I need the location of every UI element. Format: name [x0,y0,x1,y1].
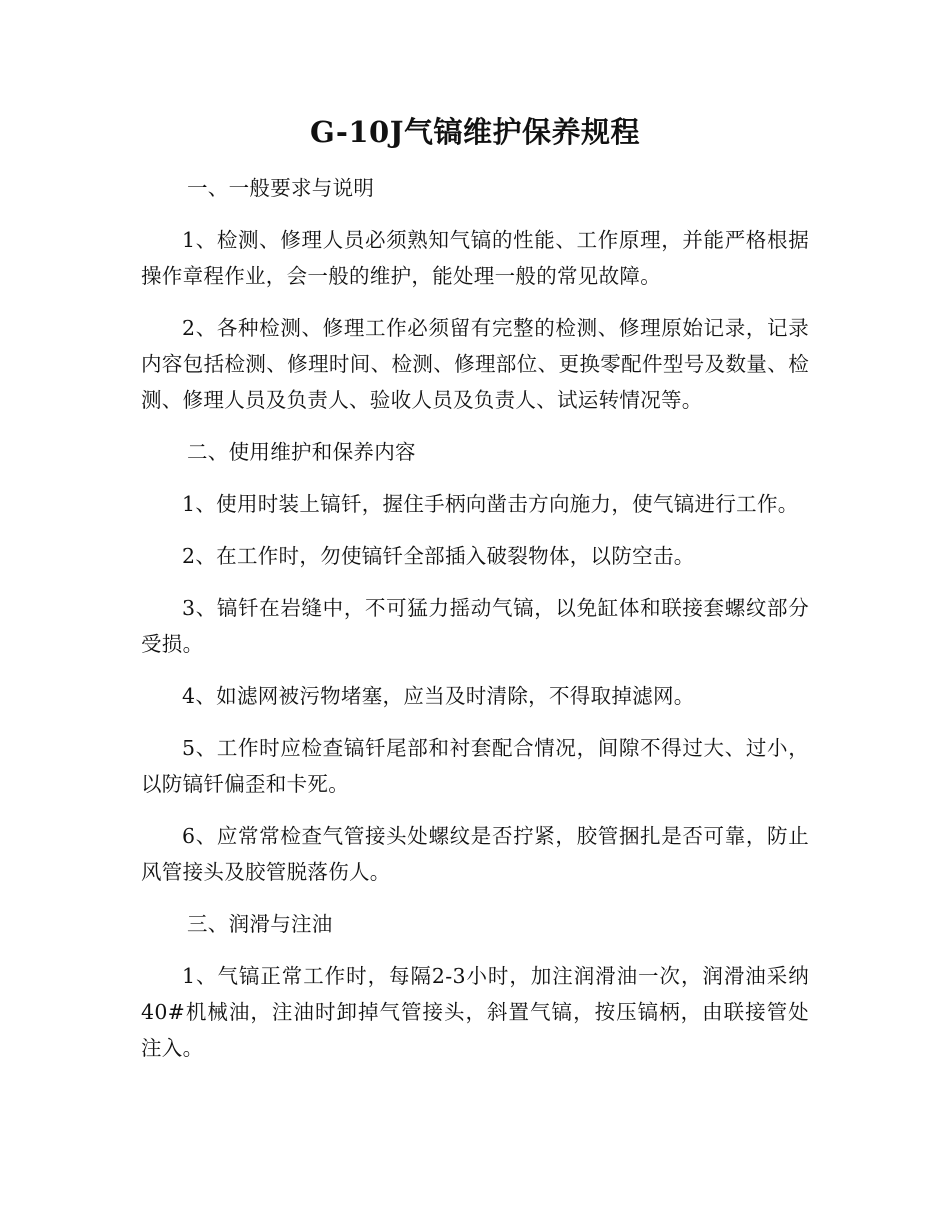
document-body [141,114,809,1082]
section-heading-general: 一、一般要求与说明 [187,176,375,200]
paragraph: 5、工作时应检查镐钎尾部和衬套配合情况，间隙不得过大、过小，以防镐钎偏歪和卡死。 [141,736,809,796]
paragraph: 3、镐钎在岩缝中，不可猛力摇动气镐，以免缸体和联接套螺纹部分受损。 [141,596,809,656]
section-heading-lubrication: 三、润滑与注油 [187,912,333,936]
paragraph: 1、检测、修理人员必须熟知气镐的性能、工作原理，并能严格根据操作章程作业，会一般的维护，能处理一般的常见故障。 [141,228,809,288]
paragraph: 1、气镐正常工作时，每隔2-3小时，加注润滑油一次，润滑油采纳40#机械油，注油时卸掉气管接头，斜置气镐，按压镐柄，由联接管处注入。 [141,964,809,1060]
paragraph: 4、如滤网被污物堵塞，应当及时清除，不得取掉滤网。 [182,684,695,708]
paragraph: 2、各种检测、修理工作必须留有完整的检测、修理原始记录，记录内容包括检测、修理时间、检测、修理部位、更换零配件型号及数量、检测、修理人员及负责人、验收人员及负责人、试运转情况等。 [141,316,809,412]
section-heading-maintenance: 二、使用维护和保养内容 [187,440,416,464]
document-title: G-10J气镐维护保养规程 [310,115,640,149]
paragraph: 1、使用时装上镐钎，握住手柄向凿击方向施力，使气镐进行工作。 [182,492,799,516]
paragraph: 6、应常常检查气管接头处螺纹是否拧紧，胶管捆扎是否可靠，防止风管接头及胶管脱落伤人。 [141,824,809,884]
paragraph: 2、在工作时，勿使镐钎全部插入破裂物体，以防空击。 [182,544,695,568]
